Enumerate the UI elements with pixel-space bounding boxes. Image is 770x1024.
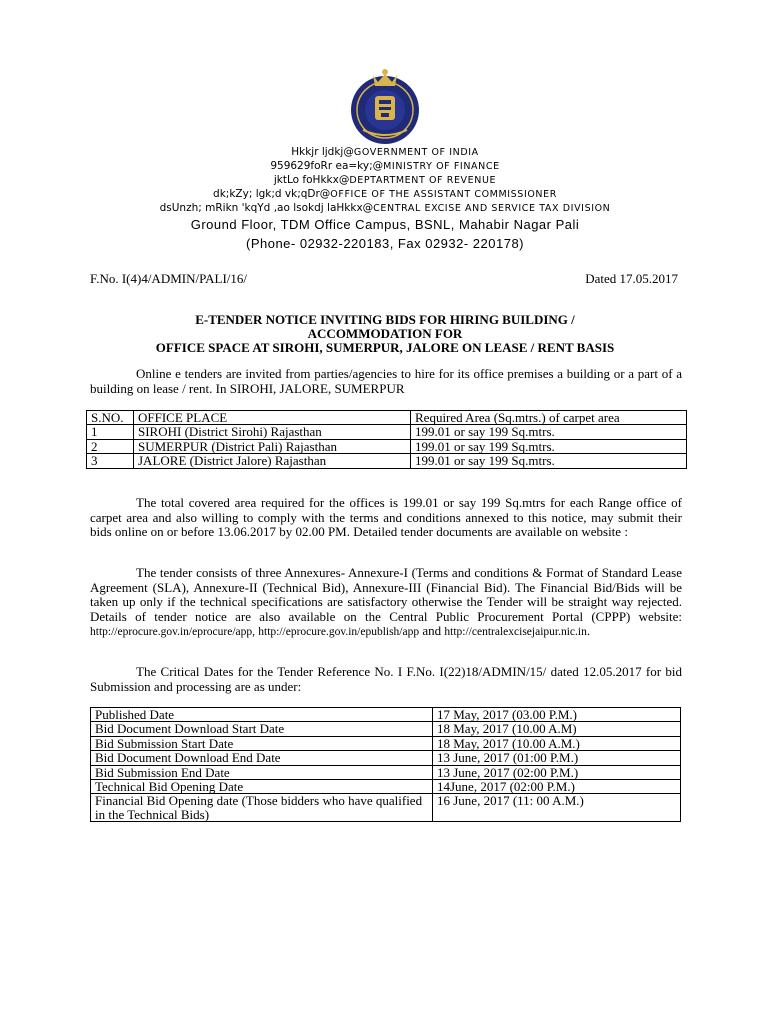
notice-title bbox=[60, 313, 710, 355]
office-table bbox=[86, 410, 687, 469]
critical-dates-paragraph: The Critical Dates for the Tender Reference No. I F.No. I(22)18/ADMIN/15/ dated 12.05.2017 for bid Submission and processing are as under: bbox=[90, 664, 682, 694]
annexures-text: The tender consists of three Annexures- Annexure-I (Terms and conditions & Format of Standard Lease Agreement (SLA), Annexure-II (Technical Bid), Annexure-III (Financial Bid). The Financial Bid/Bids will be taken up only if the technical specifications are satisfactory otherwise the Tender will be straight way rejected. Details of tender notice are also available on the Central Public Procurement Portal (CPPP) website: bbox=[90, 565, 682, 624]
date-cell: 18 May, 2017 (10.00 A.M.) bbox=[433, 736, 681, 750]
date-cell: 13 June, 2017 (02:00 P.M.) bbox=[433, 765, 681, 779]
date-cell: 14June, 2017 (02:00 P.M.) bbox=[433, 780, 681, 794]
critical-dates-table bbox=[90, 707, 681, 822]
table-row bbox=[91, 765, 681, 779]
and-text: and bbox=[419, 623, 445, 639]
event-cell: Technical Bid Opening Date bbox=[91, 780, 433, 794]
event-cell: Bid Submission Start Date bbox=[91, 736, 433, 750]
table-cell: 199.01 or say 199 Sq.mtrs. bbox=[411, 454, 687, 468]
table-row bbox=[91, 708, 681, 722]
dated: Dated 17.05.2017 bbox=[585, 271, 678, 286]
table-cell: 199.01 or say 199 Sq.mtrs. bbox=[411, 439, 687, 453]
table-cell: 2 bbox=[87, 439, 134, 453]
table-header-row bbox=[87, 411, 687, 425]
notice-title-line1: E-TENDER NOTICE INVITING BIDS FOR HIRING BUILDING / bbox=[195, 312, 575, 327]
event-cell: Bid Submission End Date bbox=[91, 765, 433, 779]
eprocure-link[interactable]: http://eprocure.gov.in/eprocure/app, bbox=[90, 626, 255, 639]
table-row bbox=[91, 722, 681, 736]
notice-title-line3: OFFICE SPACE AT SIROHI, SUMERPUR, JALORE ON LEASE / RENT BASIS bbox=[155, 340, 615, 355]
event-cell: Bid Document Download End Date bbox=[91, 751, 433, 765]
header-address: Ground Floor, TDM Office Campus, BSNL, Mahabir Nagar Pali bbox=[190, 217, 580, 232]
table-cell: 1 bbox=[87, 425, 134, 439]
event-cell: Bid Document Download Start Date bbox=[91, 722, 433, 736]
date-cell: 17 May, 2017 (03.00 P.M.) bbox=[433, 708, 681, 722]
covered-area-paragraph: The total covered area required for the offices is 199.01 or say 199 Sq.mtrs for each Range office of carpet area and also willing to comply with the terms and conditions annexed to this notice, may submit their bids online on or before 13.06.2017 by 02.00 PM. Detailed tender documents are available on website : bbox=[90, 495, 682, 540]
notice-title-line2: ACCOMMODATION FOR bbox=[307, 326, 463, 341]
header-line-department: jktLo foHkkx@DEPTARTMENT OF REVENUE bbox=[273, 174, 497, 186]
cbec-emblem-icon bbox=[345, 66, 425, 146]
table-header-cell: OFFICE PLACE bbox=[134, 411, 411, 425]
epublish-link[interactable]: http://eprocure.gov.in/epublish/app bbox=[258, 626, 420, 639]
table-header-cell: S.NO. bbox=[87, 411, 134, 425]
period-text: . bbox=[586, 623, 591, 639]
table-cell: SUMERPUR (District Pali) Rajasthan bbox=[134, 439, 411, 453]
intro-paragraph: Online e tenders are invited from parties/agencies to hire for its office premises a building or a part of a building on lease / rent. In SIROHI, JALORE, SUMERPUR bbox=[90, 366, 682, 396]
header-line-office: dk;kZy; lgk;d vk;qDr@OFFICE OF THE ASSISTANT COMMISSIONER bbox=[213, 188, 557, 200]
date-cell: 13 June, 2017 (01:00 P.M.) bbox=[433, 751, 681, 765]
event-cell: Financial Bid Opening date (Those bidders who have qualified in the Technical Bids) bbox=[91, 794, 433, 822]
date-cell: 18 May, 2017 (10.00 A.M) bbox=[433, 722, 681, 736]
header-line-division: dsUnzh; mRikn 'kqYd ,ao lsokdj laHkkx@CENTRAL EXCISE AND SERVICE TAX DIVISION bbox=[159, 202, 611, 214]
table-row bbox=[91, 794, 681, 822]
table-row bbox=[91, 780, 681, 794]
table-row bbox=[91, 736, 681, 750]
table-row bbox=[91, 751, 681, 765]
table-row bbox=[87, 425, 687, 439]
table-cell: 3 bbox=[87, 454, 134, 468]
annexures-paragraph bbox=[90, 566, 682, 640]
file-number: F.No. I(4)4/ADMIN/PALI/16/ bbox=[90, 271, 248, 286]
header-line-ministry: 959629foRr ea=ky;@MINISTRY OF FINANCE bbox=[270, 160, 500, 172]
centralexcise-link[interactable]: http://centralexcisejaipur.nic.in bbox=[444, 626, 587, 639]
table-cell: JALORE (District Jalore) Rajasthan bbox=[134, 454, 411, 468]
table-row bbox=[87, 454, 687, 468]
table-cell: 199.01 or say 199 Sq.mtrs. bbox=[411, 425, 687, 439]
event-cell: Published Date bbox=[91, 708, 433, 722]
table-cell: SIROHI (District Sirohi) Rajasthan bbox=[134, 425, 411, 439]
header-phone: (Phone- 02932-220183, Fax 02932- 220178) bbox=[245, 236, 525, 251]
table-header-cell: Required Area (Sq.mtrs.) of carpet area bbox=[411, 411, 687, 425]
date-cell: 16 June, 2017 (11: 00 A.M.) bbox=[433, 794, 681, 822]
table-row bbox=[87, 439, 687, 453]
header-line-government: Hkkjr ljdkj@GOVERNMENT OF INDIA bbox=[291, 146, 479, 158]
